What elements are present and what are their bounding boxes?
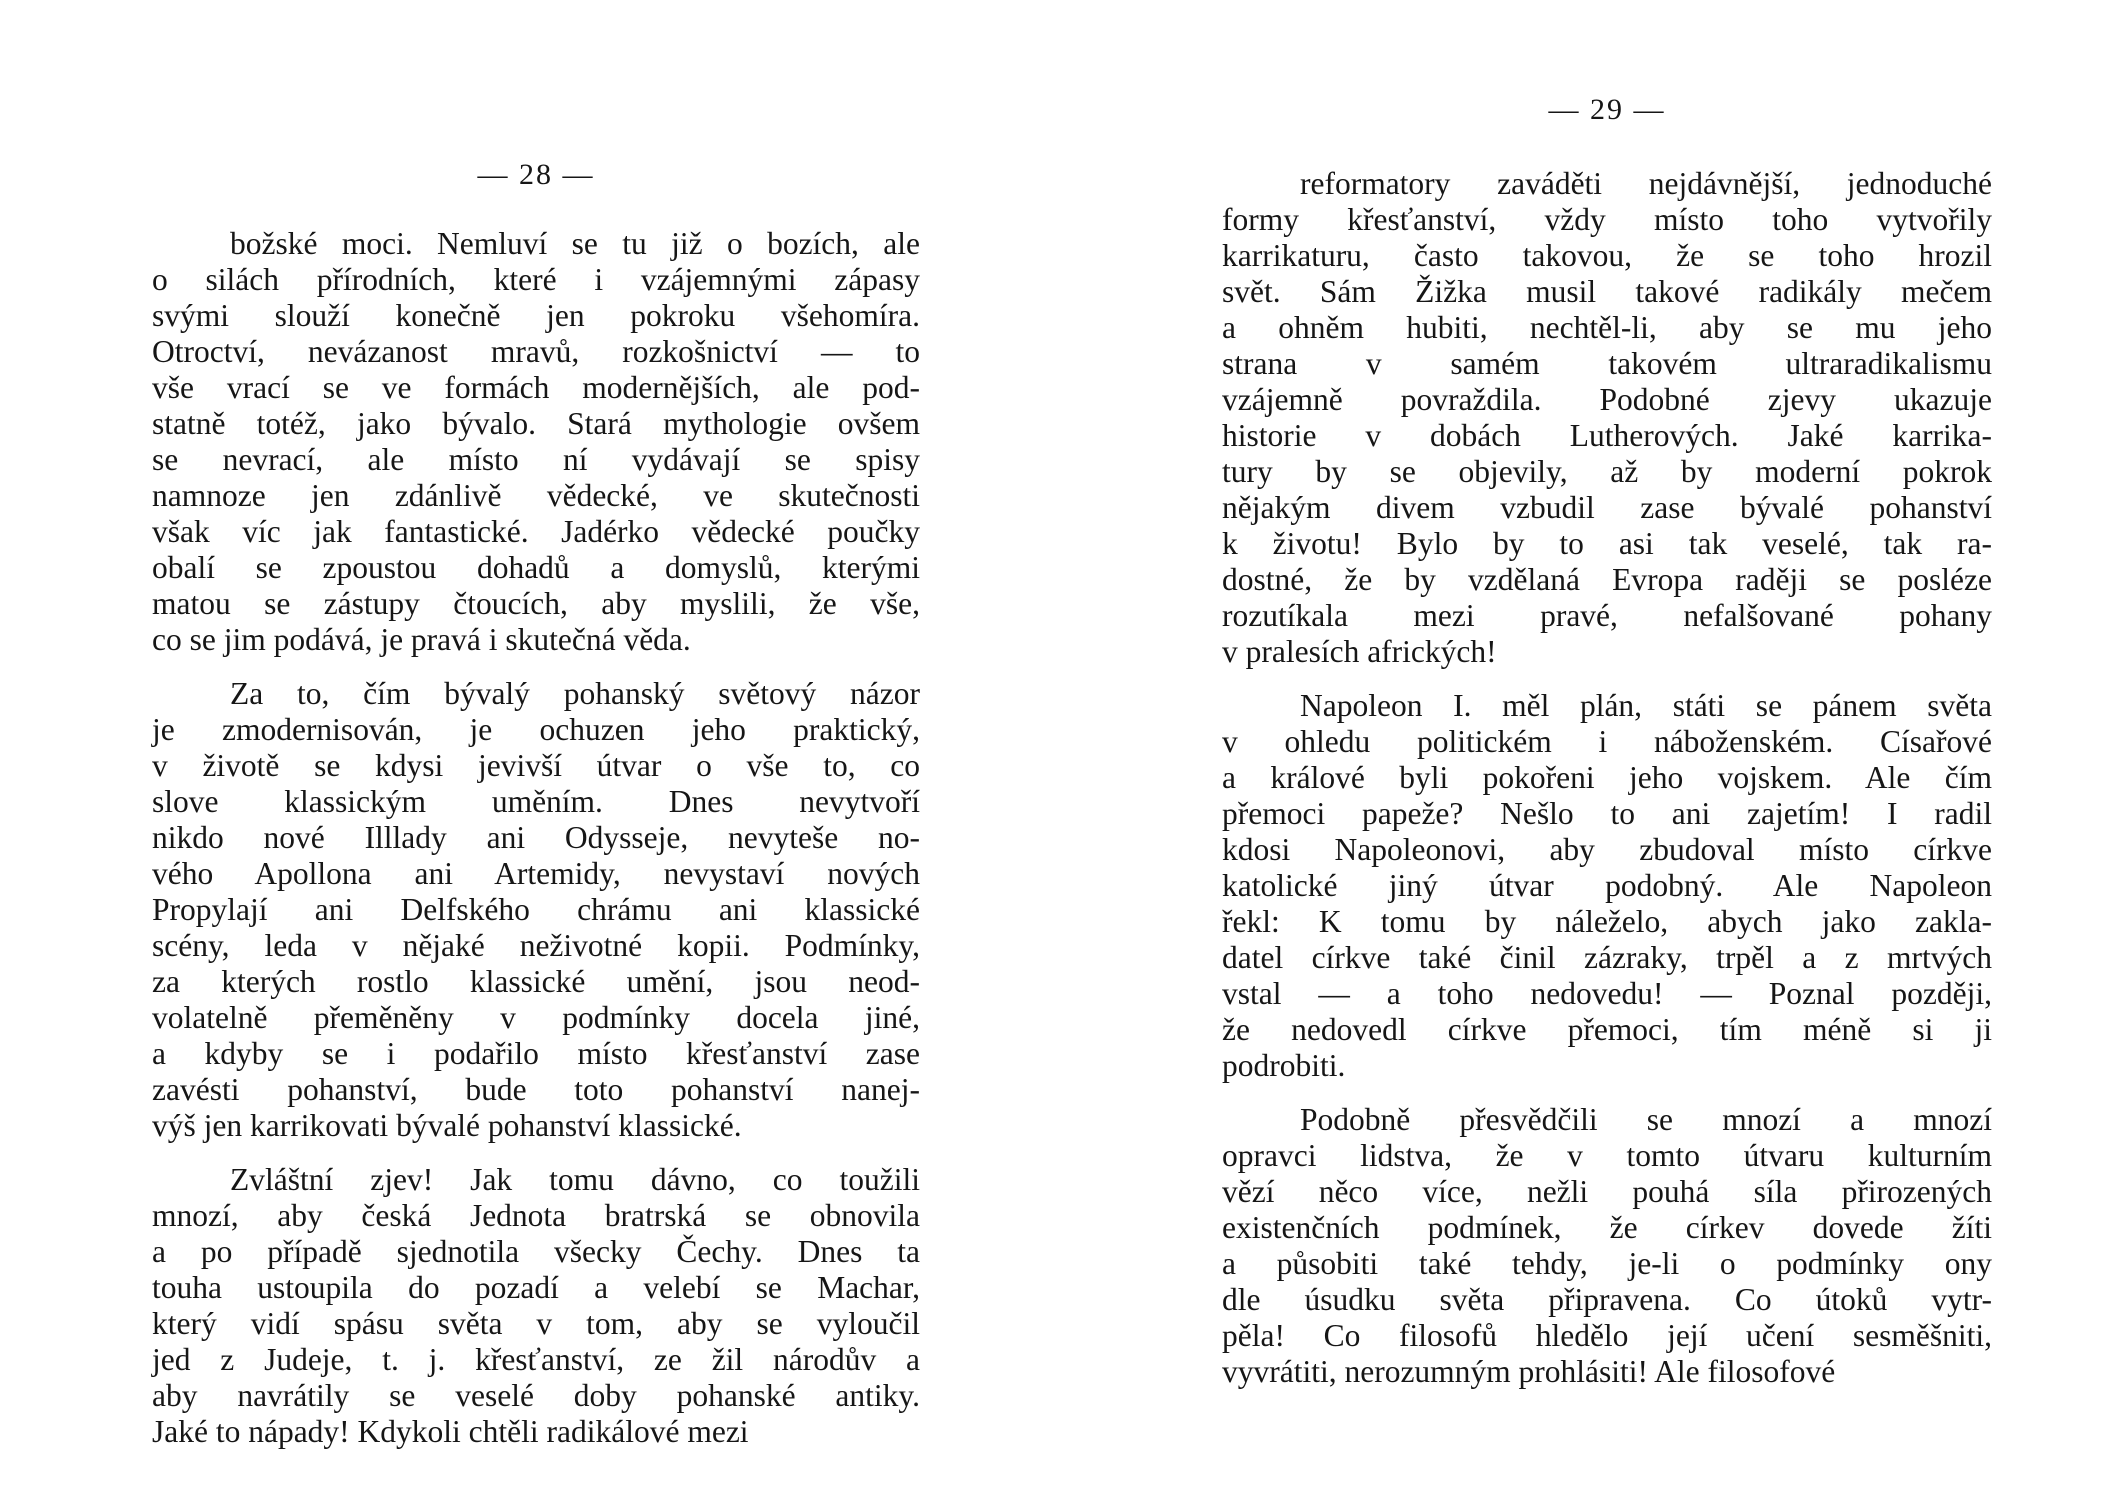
text-line: karrikaturu, často takovou, že se toho hrozil [1222,238,1992,273]
text-line: v životě se kdysi jevivší útvar o vše to, co [152,748,920,783]
text-line: výš jen karrikovati bývalé pohanství klassické. [152,1108,742,1143]
text-line: formy křesťanství, vždy místo toho vytvořily [1222,202,1992,237]
text-line: slove klassickým uměním. Dnes nevytvoří [152,784,920,819]
right-paragraph-1 [1222,166,1992,670]
right-page-number: — 29 — [1548,93,1666,126]
right-page [1222,0,1992,1500]
text-line: strana v samém takovém ultraradikalismu [1222,346,1992,381]
text-line: existenčních podmínek, že církev dovede žíti [1222,1210,1992,1245]
text-line: Podobně přesvědčili se mnozí a mnozí [1300,1102,1992,1137]
text-line: Otroctví, nevázanost mravů, rozkošnictví — to [152,334,920,369]
text-line: statně totéž, jako bývalo. Stará mythologie ovšem [152,406,920,441]
text-line: namnoze jen zdánlivě vědecké, ve skutečnosti [152,478,920,513]
left-page [152,0,920,1500]
text-line: však víc jak fantastické. Jadérko vědecké poučky [152,514,920,549]
text-line: vstal — a toho nedovedu! — Poznal později, [1222,976,1992,1011]
text-line: opravci lidstva, že v tomto útvaru kulturním [1222,1138,1992,1173]
text-line: reformatory zaváděti nejdávnější, jednoduché [1300,166,1992,201]
text-line: a kdyby se i podařilo místo křesťanství zase [152,1036,920,1071]
text-line: je zmodernisován, je ochuzen jeho praktický, [152,712,920,747]
left-paragraph-1 [152,226,920,658]
text-line: a po případě sjednotila všecky Čechy. Dnes ta [152,1234,920,1269]
text-line: božské moci. Nemluví se tu již o bozích, ale [230,226,920,261]
text-line: dle úsudku světa připravena. Co útoků vytr- [1222,1282,1992,1317]
text-line: svými slouží konečně jen pokroku všehomíra. [152,298,920,333]
right-paragraph-3 [1222,1102,1992,1390]
text-line: který vidí spásu světa v tom, aby se vyloučil [152,1306,920,1341]
right-paragraph-2 [1222,688,1992,1084]
text-line: přemoci papeže? Nešlo to ani zajetím! I radil [1222,796,1992,831]
text-line: vše vrací se ve formách modernějších, ale pod- [152,370,920,405]
left-paragraph-2 [152,676,920,1144]
text-line: v pralesích afrických! [1222,634,1497,669]
text-line: v ohledu politickém i náboženském. Císařové [1222,724,1992,759]
text-line: volatelně přeměněny v podmínky docela jiné, [152,1000,920,1035]
text-line: Za to, čím bývalý pohanský světový názor [230,676,920,711]
text-line: Jaké to nápady! Kdykoli chtěli radikálové mezi [152,1414,749,1449]
text-line: vého Apollona ani Artemidy, nevystaví nových [152,856,920,891]
text-line: svět. Sám Žižka musil takové radikály mečem [1222,274,1992,309]
text-line: tury by se objevily, až by moderní pokrok [1222,454,1992,489]
left-page-text [152,226,920,1450]
text-line: Propylají ani Delfského chrámu ani klassické [152,892,920,927]
text-line: co se jim podává, je pravá i skutečná věda. [152,622,691,657]
right-page-text [1222,166,1992,1390]
text-line: nikdo nové Illlady ani Odysseje, nevyteše no- [152,820,920,855]
left-paragraph-3 [152,1162,920,1450]
text-line: pěla! Co filosofů hledělo její učení sesměšniti, [1222,1318,1992,1353]
text-line: touha ustoupila do pozadí a velebí se Machar, [152,1270,920,1305]
text-line: vyvrátiti, nerozumným prohlásiti! Ale filosofové [1222,1354,1836,1389]
text-line: nějakým divem vzbudil zase bývalé pohanství [1222,490,1992,525]
text-line: aby navrátily se veselé doby pohanské antiky. [152,1378,920,1413]
text-line: zavésti pohanství, bude toto pohanství nanej- [152,1072,920,1107]
text-line: Napoleon I. měl plán, státi se pánem světa [1300,688,1992,723]
text-line: a ohněm hubiti, nechtěl-li, aby se mu jeho [1222,310,1992,345]
text-line: za kterých rostlo klassické umění, jsou neod- [152,964,920,999]
text-line: scény, leda v nějaké neživotné kopii. Podmínky, [152,928,920,963]
text-line: kdosi Napoleonovi, aby zbudoval místo církve [1222,832,1992,867]
text-line: že nedovedl církve přemoci, tím méně si ji [1222,1012,1992,1047]
text-line: Zvláštní zjev! Jak tomu dávno, co toužili [230,1162,920,1197]
text-line: o silách přírodních, které i vzájemnými zápasy [152,262,920,297]
text-line: mnozí, aby česká Jednota bratrská se obnovila [152,1198,920,1233]
text-line: řekl: K tomu by náleželo, abych jako zakla- [1222,904,1992,939]
text-line: dostné, že by vzdělaná Evropa raději se posléze [1222,562,1992,597]
text-line: datel církve také činil zázraky, trpěl a z mrtvých [1222,940,1992,975]
text-line: jed z Judeje, t. j. křesťanství, ze žil národův a [152,1342,920,1377]
text-line: a králové byli pokořeni jeho vojskem. Ale čím [1222,760,1992,795]
text-line: vzájemně povraždila. Podobné zjevy ukazuje [1222,382,1992,417]
text-line: k životu! Bylo by to asi tak veselé, tak ra- [1222,526,1992,561]
text-line: historie v dobách Lutherových. Jaké karrika- [1222,418,1992,453]
text-line: a působiti také tehdy, je-li o podmínky ony [1222,1246,1992,1281]
text-line: se nevrací, ale místo ní vydávají se spisy [152,442,920,477]
text-line: obalí se zpoustou dohadů a domyslů, kterými [152,550,920,585]
text-line: vězí něco více, nežli pouhá síla přirozených [1222,1174,1992,1209]
text-line: podrobiti. [1222,1048,1346,1083]
text-line: rozutíkala mezi pravé, nefalšované pohany [1222,598,1992,633]
left-page-number: — 28 — [477,158,595,191]
text-line: matou se zástupy čtoucích, aby myslili, že vše, [152,586,920,621]
text-line: katolické jiný útvar podobný. Ale Napoleon [1222,868,1992,903]
